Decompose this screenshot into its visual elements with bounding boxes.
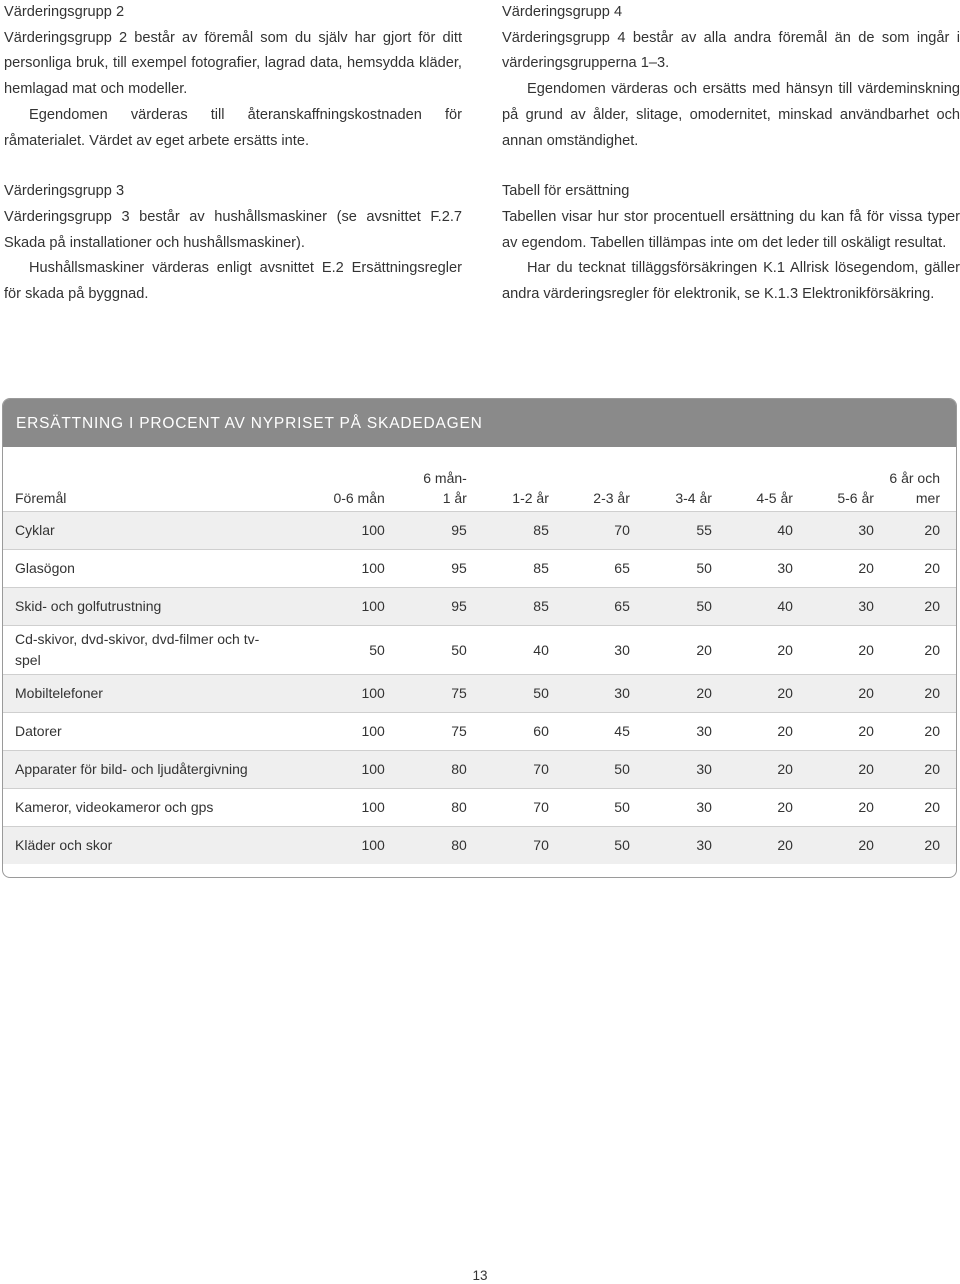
table-row [3, 827, 956, 865]
table-row [3, 751, 956, 789]
percent-cell: 20 [874, 588, 956, 626]
column-header: 5-6 år [837, 490, 874, 506]
percent-cell: 20 [777, 723, 793, 739]
percent-cell: 80 [385, 827, 467, 865]
percent-cell: 20 [924, 641, 940, 658]
percent-cell: 40 [533, 641, 549, 658]
table-row [3, 588, 956, 626]
percent-cell: 20 [793, 675, 874, 713]
section-tabell [502, 179, 960, 308]
percent-cell: 20 [858, 723, 874, 739]
percent-cell: 70 [533, 799, 549, 815]
item-name-line: spel [15, 652, 41, 668]
percent-cell: 100 [288, 827, 385, 865]
percent-cell: 100 [361, 560, 385, 576]
paragraph: Har du tecknat tilläggsförsäkringen K.1 Allrisk lösegendom, gäller andra värderingsregler för elektronik, se K.1.3 Elektronikförsäkring. [502, 260, 960, 303]
percent-cell: 65 [549, 588, 630, 626]
percent-cell: 20 [793, 827, 874, 865]
section-vardgrupp-2 [4, 0, 462, 154]
item-name-cell: Cyklar [3, 512, 288, 550]
column-header-item: Föremål [15, 490, 67, 506]
paragraph: Värderingsgrupp 4 består av alla andra föremål än de som ingår i värderingsgrupperna 1–3. [502, 29, 960, 72]
paragraph: Värderingsgrupp 2 består av föremål som du själv har gjort för ditt personliga bruk, till exempel fotografier, lagrad data, hemsydda kläder, hemlagad mat och modeller. [4, 29, 462, 98]
column-header [385, 457, 467, 512]
section-vardgrupp-4 [502, 0, 960, 154]
percent-cell: 60 [533, 723, 549, 739]
percent-cell: 20 [924, 560, 940, 576]
percent-cell: 20 [858, 560, 874, 576]
percent-cell: 20 [630, 675, 712, 713]
percent-cell: 50 [467, 675, 549, 713]
percent-cell: 20 [712, 827, 793, 865]
percent-cell: 20 [874, 751, 956, 789]
page-number: 13 [472, 1268, 488, 1283]
table-title: ERSÄTTNING I PROCENT AV NYPRISET PÅ SKADEDAGEN [3, 399, 956, 447]
percent-cell: 30 [696, 723, 712, 739]
percent-cell: 95 [385, 512, 467, 550]
column-header: 2-3 år [593, 490, 630, 506]
table-body [3, 512, 956, 865]
table-row [3, 675, 956, 713]
percent-cell: 20 [712, 751, 793, 789]
percent-cell: 55 [630, 512, 712, 550]
percent-cell: 45 [614, 723, 630, 739]
percent-cell: 30 [777, 560, 793, 576]
percent-cell: 20 [858, 799, 874, 815]
percent-cell: 100 [288, 588, 385, 626]
percent-cell: 100 [288, 751, 385, 789]
paragraph: Hushållsmaskiner värderas enligt avsnittet E.2 Ersättningsregler för skada på byggnad. [4, 260, 462, 303]
percent-cell: 20 [777, 641, 793, 658]
percent-cell: 50 [696, 560, 712, 576]
compensation-table [3, 457, 956, 864]
column-header: 3-4 år [675, 490, 712, 506]
item-name-cell: Skid- och golfutrustning [3, 588, 288, 626]
column-header-line: 6 mån- [423, 470, 467, 486]
percent-cell: 50 [549, 751, 630, 789]
percent-cell: 30 [549, 675, 630, 713]
paragraph: Värderingsgrupp 3 består av hushållsmaskiner (se avsnittet F.2.7 Skada på installationer och hushållsmaskiner). [4, 208, 462, 251]
section-heading: Värderingsgrupp 2 [4, 4, 125, 20]
paragraph: Egendomen värderas och ersätts med hänsyn till värdeminskning på grund av ålder, slitage, omodernitet, minskad användbarhet och annan omständighet. [502, 81, 960, 149]
paragraph: Tabellen visar hur stor procentuell ersättning du kan få för vissa typer av egendom. Tabellen tillämpas inte om det leder till oskäligt resultat. [502, 208, 960, 251]
percent-cell: 70 [549, 512, 630, 550]
percent-cell: 80 [451, 799, 467, 815]
percent-cell: 80 [385, 751, 467, 789]
table-row [3, 789, 956, 827]
percent-cell: 20 [777, 799, 793, 815]
percent-cell: 20 [793, 751, 874, 789]
column-header-line: mer [915, 490, 940, 506]
percent-cell: 75 [385, 675, 467, 713]
percent-cell: 50 [549, 827, 630, 865]
column-header-line: 1 år [442, 490, 467, 506]
item-name-cell: Apparater för bild- och ljudåtergivning [3, 751, 288, 789]
percent-cell: 100 [288, 512, 385, 550]
percent-cell: 70 [467, 827, 549, 865]
percent-cell: 30 [630, 751, 712, 789]
column-header: 1-2 år [512, 490, 549, 506]
table-header-row [3, 457, 956, 512]
percent-cell: 20 [874, 675, 956, 713]
percent-cell: 30 [630, 827, 712, 865]
percent-cell: 30 [793, 588, 874, 626]
column-header: 4-5 år [756, 490, 793, 506]
percent-cell: 100 [288, 675, 385, 713]
percent-cell: 30 [696, 799, 712, 815]
percent-cell: 20 [924, 799, 940, 815]
percent-cell: 20 [874, 827, 956, 865]
right-column [502, 0, 960, 333]
percent-cell: 95 [385, 588, 467, 626]
percent-cell: 75 [451, 723, 467, 739]
percent-cell: 50 [451, 641, 467, 658]
percent-cell: 20 [874, 512, 956, 550]
percent-cell: 50 [369, 641, 385, 658]
paragraph: Egendomen värderas till återanskaffningskostnaden för råmaterialet. Värdet av eget arbete ersätts inte. [4, 106, 462, 149]
percent-cell: 20 [858, 641, 874, 658]
percent-cell: 85 [467, 588, 549, 626]
column-header [874, 457, 956, 512]
table-row [3, 512, 956, 550]
percent-cell: 100 [361, 799, 385, 815]
section-heading: Tabell för ersättning [502, 183, 630, 200]
percent-cell: 100 [361, 723, 385, 739]
percent-cell: 50 [630, 588, 712, 626]
left-column [4, 0, 462, 333]
compensation-table-box [2, 398, 957, 878]
item-name-cell: Glasögon [15, 560, 75, 576]
table-row [3, 626, 956, 675]
item-name-cell [3, 626, 288, 675]
percent-cell: 40 [712, 512, 793, 550]
percent-cell: 30 [614, 641, 630, 658]
section-heading: Värderingsgrupp 4 [502, 4, 623, 20]
percent-cell: 20 [712, 675, 793, 713]
item-name-line: Cd-skivor, dvd-skivor, dvd-filmer och tv- [15, 631, 260, 647]
percent-cell: 85 [533, 560, 549, 576]
percent-cell: 70 [467, 751, 549, 789]
percent-cell: 20 [924, 723, 940, 739]
percent-cell: 65 [614, 560, 630, 576]
percent-cell: 30 [793, 512, 874, 550]
percent-cell: 50 [614, 799, 630, 815]
table-row [3, 713, 956, 751]
item-name-cell: Kläder och skor [3, 827, 288, 865]
section-vardgrupp-3 [4, 179, 462, 308]
column-header: 0-6 mån [333, 490, 385, 506]
column-header-line: 6 år och [889, 470, 940, 486]
percent-cell: 40 [712, 588, 793, 626]
item-name-cell: Mobiltelefoner [3, 675, 288, 713]
percent-cell: 85 [467, 512, 549, 550]
section-heading: Värderingsgrupp 3 [4, 183, 125, 200]
percent-cell: 95 [451, 560, 467, 576]
table-row [3, 550, 956, 588]
item-name-cell: Datorer [15, 723, 62, 739]
item-name-cell: Kameror, videokameror och gps [15, 799, 214, 815]
percent-cell: 20 [696, 641, 712, 658]
